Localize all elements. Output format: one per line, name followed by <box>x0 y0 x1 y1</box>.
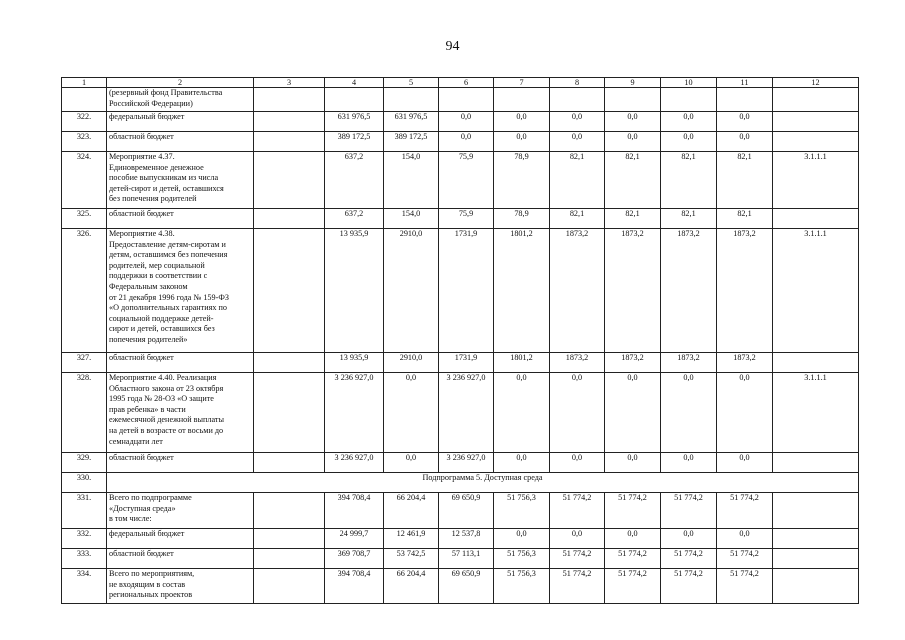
amount-cell: 0,0 <box>550 132 605 152</box>
amount-cell: 82,1 <box>717 152 773 209</box>
target-code <box>773 112 859 132</box>
column-number: 11 <box>717 78 773 88</box>
amount-cell: 12 461,9 <box>384 529 439 549</box>
amount-cell: 82,1 <box>717 209 773 229</box>
table-row <box>62 132 859 152</box>
amount-cell: 3 236 927,0 <box>439 373 494 453</box>
amount-cell: 51 774,2 <box>605 493 661 529</box>
amount-cell: 0,0 <box>494 112 550 132</box>
row-name: Мероприятие 4.40. Реализация Областного закона от 23 октября 1995 года № 28-ОЗ «О защите прав ребенка» в части ежемесячной денежной выплаты на детей в возрасте от восьми до семнадцати лет <box>107 373 254 453</box>
amount-cell: 1873,2 <box>605 229 661 353</box>
amount-cell: 0,0 <box>661 453 717 473</box>
amount-cell: 369 708,7 <box>325 549 384 569</box>
amount-cell <box>661 88 717 112</box>
amount-cell: 51 774,2 <box>605 569 661 604</box>
amount-cell: 1873,2 <box>717 353 773 373</box>
column-number: 12 <box>773 78 859 88</box>
amount-cell: 0,0 <box>605 132 661 152</box>
amount-cell <box>605 88 661 112</box>
amount-cell: 2910,0 <box>384 229 439 353</box>
amount-cell: 0,0 <box>550 112 605 132</box>
amount-cell: 154,0 <box>384 209 439 229</box>
target-code: 3.1.1.1 <box>773 229 859 353</box>
row-index: 330. <box>62 473 107 493</box>
target-code <box>773 453 859 473</box>
amount-cell: 1731,9 <box>439 229 494 353</box>
responsible-cell <box>254 569 325 604</box>
amount-cell: 389 172,5 <box>384 132 439 152</box>
amount-cell: 0,0 <box>661 529 717 549</box>
target-code <box>773 88 859 112</box>
amount-cell: 1801,2 <box>494 353 550 373</box>
amount-cell: 75,9 <box>439 152 494 209</box>
row-index: 331. <box>62 493 107 529</box>
amount-cell: 631 976,5 <box>384 112 439 132</box>
target-code <box>773 529 859 549</box>
row-index: 322. <box>62 112 107 132</box>
amount-cell: 1873,2 <box>605 353 661 373</box>
amount-cell: 3 236 927,0 <box>439 453 494 473</box>
amount-cell: 1731,9 <box>439 353 494 373</box>
target-code <box>773 353 859 373</box>
table-row <box>62 529 859 549</box>
amount-cell: 82,1 <box>605 209 661 229</box>
table-row <box>62 569 859 604</box>
amount-cell: 0,0 <box>717 453 773 473</box>
amount-cell: 0,0 <box>605 112 661 132</box>
amount-cell: 78,9 <box>494 209 550 229</box>
column-number: 8 <box>550 78 605 88</box>
amount-cell: 82,1 <box>661 209 717 229</box>
column-number: 1 <box>62 78 107 88</box>
row-name: Всего по мероприятиям, не входящим в состав региональных проектов <box>107 569 254 604</box>
table-row <box>62 373 859 453</box>
amount-cell: 0,0 <box>717 529 773 549</box>
budget-table <box>61 77 859 604</box>
row-name: областной бюджет <box>107 549 254 569</box>
row-name: областной бюджет <box>107 353 254 373</box>
table-row <box>62 229 859 353</box>
amount-cell: 631 976,5 <box>325 112 384 132</box>
amount-cell: 75,9 <box>439 209 494 229</box>
amount-cell: 0,0 <box>661 373 717 453</box>
responsible-cell <box>254 453 325 473</box>
row-index: 323. <box>62 132 107 152</box>
table-row <box>62 353 859 373</box>
table-row <box>62 493 859 529</box>
amount-cell: 51 774,2 <box>717 493 773 529</box>
amount-cell: 51 774,2 <box>661 549 717 569</box>
amount-cell: 82,1 <box>605 152 661 209</box>
amount-cell: 0,0 <box>717 112 773 132</box>
amount-cell: 1873,2 <box>717 229 773 353</box>
amount-cell: 69 650,9 <box>439 569 494 604</box>
amount-cell: 51 774,2 <box>550 569 605 604</box>
target-code <box>773 132 859 152</box>
amount-cell: 0,0 <box>605 373 661 453</box>
amount-cell: 394 708,4 <box>325 493 384 529</box>
amount-cell: 51 774,2 <box>661 569 717 604</box>
responsible-cell <box>254 549 325 569</box>
column-number: 6 <box>439 78 494 88</box>
amount-cell: 154,0 <box>384 152 439 209</box>
target-code <box>773 569 859 604</box>
responsible-cell <box>254 493 325 529</box>
responsible-cell <box>254 88 325 112</box>
responsible-cell <box>254 112 325 132</box>
amount-cell: 0,0 <box>494 132 550 152</box>
amount-cell: 0,0 <box>661 112 717 132</box>
row-index: 324. <box>62 152 107 209</box>
amount-cell <box>494 88 550 112</box>
amount-cell: 82,1 <box>550 209 605 229</box>
subprogram-header-row <box>62 473 859 493</box>
amount-cell: 1873,2 <box>550 353 605 373</box>
row-index: 328. <box>62 373 107 453</box>
row-name: областной бюджет <box>107 453 254 473</box>
row-index: 332. <box>62 529 107 549</box>
table-row <box>62 152 859 209</box>
amount-cell: 82,1 <box>550 152 605 209</box>
target-code: 3.1.1.1 <box>773 373 859 453</box>
column-number: 2 <box>107 78 254 88</box>
row-index: 327. <box>62 353 107 373</box>
row-name: Мероприятие 4.38. Предоставление детям-сиротам и детям, оставшимся без попечения родителей, мер социальной поддержки в соответствии с Федеральным законом от 21 декабря 1996 года № 159-ФЗ «О дополнительных гарантиях по социальной поддержке детей- сирот и детей, оставшихся без попечения родителей» <box>107 229 254 353</box>
row-name: федеральный бюджет <box>107 112 254 132</box>
row-index: 326. <box>62 229 107 353</box>
table-row <box>62 453 859 473</box>
amount-cell: 0,0 <box>717 132 773 152</box>
column-number: 4 <box>325 78 384 88</box>
page-number: 94 <box>445 39 460 54</box>
row-name: областной бюджет <box>107 209 254 229</box>
responsible-cell <box>254 529 325 549</box>
amount-cell: 0,0 <box>661 132 717 152</box>
amount-cell <box>325 88 384 112</box>
column-number: 3 <box>254 78 325 88</box>
amount-cell: 13 935,9 <box>325 353 384 373</box>
amount-cell: 0,0 <box>494 453 550 473</box>
amount-cell: 0,0 <box>550 529 605 549</box>
amount-cell: 0,0 <box>550 453 605 473</box>
target-code <box>773 209 859 229</box>
amount-cell: 66 204,4 <box>384 569 439 604</box>
amount-cell: 1873,2 <box>661 353 717 373</box>
amount-cell: 51 756,3 <box>494 549 550 569</box>
amount-cell: 51 756,3 <box>494 569 550 604</box>
amount-cell: 2910,0 <box>384 353 439 373</box>
responsible-cell <box>254 353 325 373</box>
column-number-row <box>62 78 859 88</box>
amount-cell: 57 113,1 <box>439 549 494 569</box>
amount-cell: 51 756,3 <box>494 493 550 529</box>
amount-cell: 12 537,8 <box>439 529 494 549</box>
amount-cell: 637,2 <box>325 152 384 209</box>
amount-cell: 3 236 927,0 <box>325 453 384 473</box>
amount-cell: 0,0 <box>384 373 439 453</box>
amount-cell: 24 999,7 <box>325 529 384 549</box>
amount-cell: 51 774,2 <box>605 549 661 569</box>
table-row <box>62 112 859 132</box>
amount-cell: 78,9 <box>494 152 550 209</box>
amount-cell: 0,0 <box>605 529 661 549</box>
amount-cell: 0,0 <box>494 529 550 549</box>
amount-cell: 69 650,9 <box>439 493 494 529</box>
subprogram-title: Подпрограмма 5. Доступная среда <box>107 473 859 493</box>
amount-cell: 13 935,9 <box>325 229 384 353</box>
amount-cell: 82,1 <box>661 152 717 209</box>
target-code <box>773 493 859 529</box>
target-code: 3.1.1.1 <box>773 152 859 209</box>
amount-cell: 1873,2 <box>661 229 717 353</box>
responsible-cell <box>254 373 325 453</box>
row-name: областной бюджет <box>107 132 254 152</box>
column-number: 7 <box>494 78 550 88</box>
amount-cell <box>384 88 439 112</box>
target-code <box>773 549 859 569</box>
amount-cell: 0,0 <box>717 373 773 453</box>
table-row <box>62 209 859 229</box>
amount-cell <box>550 88 605 112</box>
amount-cell: 0,0 <box>439 112 494 132</box>
row-name: (резервный фонд Правительства Российской Федерации) <box>107 88 254 112</box>
table-row <box>62 549 859 569</box>
amount-cell: 394 708,4 <box>325 569 384 604</box>
amount-cell: 637,2 <box>325 209 384 229</box>
amount-cell: 1801,2 <box>494 229 550 353</box>
amount-cell: 66 204,4 <box>384 493 439 529</box>
row-index: 333. <box>62 549 107 569</box>
amount-cell <box>439 88 494 112</box>
column-number: 5 <box>384 78 439 88</box>
amount-cell: 51 774,2 <box>717 569 773 604</box>
amount-cell: 51 774,2 <box>550 493 605 529</box>
amount-cell: 0,0 <box>384 453 439 473</box>
amount-cell: 0,0 <box>439 132 494 152</box>
column-number: 9 <box>605 78 661 88</box>
row-index <box>62 88 107 112</box>
responsible-cell <box>254 132 325 152</box>
row-name: Всего по подпрограмме «Доступная среда» в том числе: <box>107 493 254 529</box>
amount-cell: 0,0 <box>494 373 550 453</box>
responsible-cell <box>254 229 325 353</box>
responsible-cell <box>254 152 325 209</box>
row-index: 334. <box>62 569 107 604</box>
row-name: Мероприятие 4.37. Единовременное денежное пособие выпускникам из числа детей-сирот и детей, оставшихся без попечения родителей <box>107 152 254 209</box>
row-index: 325. <box>62 209 107 229</box>
amount-cell: 0,0 <box>550 373 605 453</box>
amount-cell: 1873,2 <box>550 229 605 353</box>
amount-cell: 53 742,5 <box>384 549 439 569</box>
table-row <box>62 88 859 112</box>
row-index: 329. <box>62 453 107 473</box>
amount-cell: 51 774,2 <box>661 493 717 529</box>
amount-cell: 0,0 <box>605 453 661 473</box>
column-number: 10 <box>661 78 717 88</box>
amount-cell <box>717 88 773 112</box>
row-name: федеральный бюджет <box>107 529 254 549</box>
amount-cell: 51 774,2 <box>550 549 605 569</box>
responsible-cell <box>254 209 325 229</box>
amount-cell: 3 236 927,0 <box>325 373 384 453</box>
amount-cell: 51 774,2 <box>717 549 773 569</box>
amount-cell: 389 172,5 <box>325 132 384 152</box>
